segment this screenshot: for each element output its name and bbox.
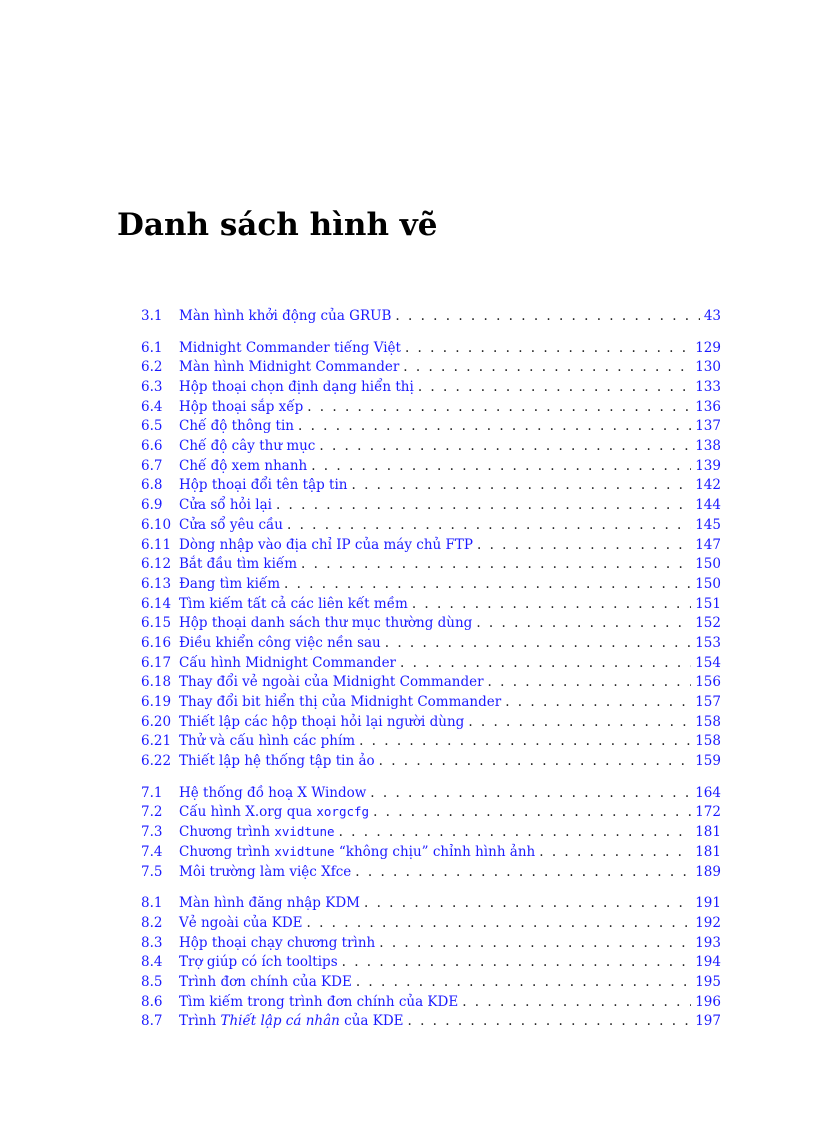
figure-number: 6.10 — [141, 516, 172, 533]
figure-caption — [179, 516, 283, 536]
toc-entry-link[interactable] — [141, 437, 721, 457]
page-number: 43 — [703, 307, 721, 324]
toc-entry-link[interactable] — [141, 693, 721, 713]
caption-part: Cấu hình X.org qua — [179, 804, 317, 821]
figure-caption — [179, 842, 535, 863]
figure-caption — [179, 953, 338, 973]
figure-caption — [179, 654, 396, 674]
caption-part: Cấu hình Midnight Commander — [179, 654, 397, 671]
figure-caption — [179, 417, 294, 437]
caption-part: Chế độ thông tin — [179, 418, 294, 435]
caption-part: Bắt đầu tìm kiếm — [179, 556, 298, 573]
dot-leader — [298, 417, 691, 437]
caption-part: Đang tìm kiếm — [179, 575, 281, 592]
toc-entry-link[interactable] — [141, 516, 721, 536]
figure-number: 8.5 — [141, 973, 163, 990]
dot-leader — [379, 752, 692, 772]
figure-caption — [179, 476, 348, 496]
caption-part: Chương trình — [179, 843, 275, 860]
toc-entry-link[interactable] — [141, 634, 721, 654]
figure-caption — [179, 863, 351, 883]
page-number: 158 — [695, 713, 721, 730]
page-title: Danh sách hình vẽ — [117, 207, 438, 243]
figure-number: 6.20 — [141, 713, 172, 730]
figure-number: 3.1 — [141, 307, 163, 324]
figure-number: 8.3 — [141, 934, 163, 951]
figure-caption — [179, 614, 472, 634]
figure-caption — [179, 894, 360, 914]
toc-entry-link[interactable] — [141, 843, 721, 863]
figure-caption — [179, 575, 280, 595]
caption-part: Vẻ ngoài của KDE — [179, 914, 303, 931]
dot-leader — [477, 536, 691, 556]
page-number: 154 — [695, 654, 721, 671]
figure-number: 6.4 — [141, 398, 163, 415]
figure-number: 6.5 — [141, 418, 163, 435]
page-number: 130 — [695, 359, 721, 376]
figure-caption — [179, 358, 399, 378]
caption-part: Dòng nhập vào địa chỉ IP của máy chủ FTP — [179, 536, 473, 553]
page-number: 152 — [695, 615, 721, 632]
figure-caption — [179, 732, 355, 752]
toc-entry-link[interactable] — [141, 378, 721, 398]
caption-part: Thiết lập cá nhân — [220, 1013, 340, 1030]
toc-entry-link[interactable] — [141, 953, 721, 973]
dot-leader — [356, 973, 691, 993]
toc-entry-link[interactable] — [141, 654, 721, 674]
page-number: 145 — [695, 516, 721, 533]
figure-caption — [179, 536, 473, 556]
figure-number: 6.9 — [141, 497, 163, 514]
figure-caption — [179, 1012, 404, 1032]
toc-entry-link[interactable] — [141, 555, 721, 575]
list-of-figures — [141, 307, 721, 1044]
page-number: 159 — [695, 753, 721, 770]
toc-entry-link[interactable] — [141, 823, 721, 843]
page-number: 147 — [695, 536, 721, 553]
caption-part: Màn hình đăng nhập KDM — [179, 895, 360, 912]
toc-entry-link[interactable] — [141, 575, 721, 595]
page-number: 137 — [695, 418, 721, 435]
dot-leader — [539, 843, 691, 863]
caption-part: của KDE — [339, 1013, 404, 1030]
figure-number: 6.6 — [141, 438, 163, 455]
page-number: 181 — [695, 824, 721, 841]
figure-caption — [179, 437, 315, 457]
caption-part: Màn hình Midnight Commander — [179, 359, 400, 376]
toc-entry-link[interactable] — [141, 595, 721, 615]
figure-caption — [179, 398, 303, 418]
caption-part: Thiết lập các hộp thoại hỏi lại người dùng — [179, 713, 465, 730]
dot-leader — [276, 496, 691, 516]
dot-leader — [370, 784, 691, 804]
caption-part: “không chịu” chỉnh hình ảnh — [334, 843, 536, 860]
caption-part: Thiết lập hệ thống tập tin ảo — [179, 753, 375, 770]
figure-number: 6.19 — [141, 694, 172, 711]
figure-caption — [179, 784, 366, 804]
figure-number: 6.16 — [141, 634, 172, 651]
page-number: 191 — [695, 895, 721, 912]
figure-number: 8.6 — [141, 993, 163, 1010]
page-number: 157 — [695, 694, 721, 711]
figure-number: 6.14 — [141, 595, 172, 612]
page-number: 181 — [695, 843, 721, 860]
figure-caption — [179, 307, 391, 327]
figure-caption — [179, 693, 501, 713]
page-number: 153 — [695, 634, 721, 651]
page-number: 158 — [695, 733, 721, 750]
figure-number: 6.2 — [141, 359, 163, 376]
caption-part: xvidtune — [274, 843, 335, 859]
dot-leader — [418, 378, 691, 398]
toc-entry-link[interactable] — [141, 804, 721, 824]
page-number: 129 — [695, 339, 721, 356]
figure-caption — [179, 934, 375, 954]
figure-caption — [179, 339, 401, 359]
figure-number: 6.13 — [141, 575, 172, 592]
toc-entry-link[interactable] — [141, 398, 721, 418]
page-number: 197 — [695, 1013, 721, 1030]
toc-entry-link[interactable] — [141, 894, 721, 914]
caption-part: Tìm kiếm tất cả các liên kết mềm — [179, 595, 408, 612]
dot-leader — [287, 516, 691, 536]
caption-part: Màn hình khởi động của GRUB — [179, 307, 392, 324]
figure-caption — [179, 555, 297, 575]
page-number: 139 — [695, 457, 721, 474]
toc-group — [141, 784, 721, 882]
figure-number: 6.21 — [141, 733, 172, 750]
page-number: 195 — [695, 973, 721, 990]
dot-leader — [311, 457, 691, 477]
dot-leader — [339, 823, 692, 843]
caption-part: Hệ thống đồ hoạ X Window — [179, 784, 367, 801]
figure-number: 6.18 — [141, 674, 172, 691]
toc-entry-link[interactable] — [141, 673, 721, 693]
figure-caption — [179, 802, 369, 823]
figure-caption — [179, 634, 381, 654]
dot-leader — [307, 398, 691, 418]
page-number: 189 — [695, 863, 721, 880]
toc-entry-link[interactable] — [141, 993, 721, 1013]
figure-caption — [179, 595, 408, 615]
toc-entry-link[interactable] — [141, 477, 721, 497]
dot-leader — [400, 654, 691, 674]
caption-part: Thay đổi bit hiển thị của Midnight Commander — [179, 694, 502, 711]
figure-number: 8.7 — [141, 1013, 163, 1030]
toc-entry-link[interactable] — [141, 973, 721, 993]
page-number: 150 — [695, 556, 721, 573]
figure-caption — [179, 752, 375, 772]
caption-part: Hộp thoại chạy chương trình — [179, 934, 376, 951]
page-number: 136 — [695, 398, 721, 415]
toc-entry-link[interactable] — [141, 417, 721, 437]
toc-entry-link[interactable] — [141, 914, 721, 934]
page-number: 172 — [695, 804, 721, 821]
figure-caption — [179, 378, 414, 398]
dot-leader — [488, 673, 692, 693]
dot-leader — [379, 934, 691, 954]
caption-part: Thử và cấu hình các phím — [179, 733, 356, 750]
caption-part: Chế độ xem nhanh — [179, 457, 308, 474]
page-number: 192 — [695, 914, 721, 931]
caption-part: Chế độ cây thư mục — [179, 438, 316, 455]
toc-entry-link[interactable] — [141, 536, 721, 556]
figure-number: 6.22 — [141, 753, 172, 770]
dot-leader — [462, 993, 691, 1013]
figure-caption — [179, 993, 458, 1013]
toc-group — [141, 307, 721, 327]
toc-group — [141, 339, 721, 772]
page-number: 133 — [695, 379, 721, 396]
page-number: 193 — [695, 934, 721, 951]
figure-number: 6.1 — [141, 339, 163, 356]
caption-part: Trình đơn chính của KDE — [179, 973, 352, 990]
dot-leader — [355, 863, 691, 883]
figure-number: 6.15 — [141, 615, 172, 632]
caption-part: Midnight Commander tiếng Việt — [179, 339, 401, 356]
page-number: 144 — [695, 497, 721, 514]
figure-caption — [179, 496, 272, 516]
dot-leader — [505, 693, 691, 713]
dot-leader — [359, 732, 691, 752]
figure-number: 7.5 — [141, 863, 163, 880]
toc-entry-link[interactable] — [141, 934, 721, 954]
dot-leader — [395, 307, 699, 327]
toc-entry-link[interactable] — [141, 784, 721, 804]
dot-leader — [319, 437, 691, 457]
figure-caption — [179, 457, 307, 477]
dot-leader — [364, 894, 691, 914]
caption-part: Cửa sổ yêu cầu — [179, 516, 283, 533]
dot-leader — [284, 575, 691, 595]
figure-caption — [179, 822, 335, 843]
figure-number: 6.3 — [141, 379, 163, 396]
dot-leader — [405, 339, 691, 359]
figure-number: 8.4 — [141, 954, 163, 971]
toc-entry-link[interactable] — [141, 713, 721, 733]
caption-part: Hộp thoại đổi tên tập tin — [179, 477, 348, 494]
figure-number: 8.2 — [141, 914, 163, 931]
page-number: 142 — [695, 477, 721, 494]
figure-number: 8.1 — [141, 895, 163, 912]
dot-leader — [307, 914, 692, 934]
page-number: 151 — [695, 595, 721, 612]
dot-leader — [468, 713, 691, 733]
caption-part: Môi trường làm việc Xfce — [179, 863, 352, 880]
dot-leader — [342, 953, 692, 973]
figure-number: 6.11 — [141, 536, 172, 553]
figure-number: 7.2 — [141, 804, 163, 821]
caption-part: Thay đổi vẻ ngoài của Midnight Commander — [179, 674, 484, 691]
dot-leader — [408, 1012, 692, 1032]
toc-entry-link[interactable] — [141, 358, 721, 378]
dot-leader — [403, 358, 691, 378]
figure-number: 6.17 — [141, 654, 172, 671]
dot-leader — [476, 614, 691, 634]
figure-number: 7.4 — [141, 843, 163, 860]
page-number: 156 — [695, 674, 721, 691]
caption-part: Chương trình — [179, 824, 275, 841]
figure-number: 6.8 — [141, 477, 163, 494]
toc-entry-link[interactable] — [141, 339, 721, 359]
figure-caption — [179, 673, 484, 693]
dot-leader — [301, 555, 691, 575]
page-number: 194 — [695, 954, 721, 971]
figure-caption — [179, 914, 303, 934]
figure-number: 6.12 — [141, 556, 172, 573]
figure-caption — [179, 713, 464, 733]
toc-group — [141, 894, 721, 1032]
caption-part: Cửa sổ hỏi lại — [179, 497, 272, 514]
figure-number: 7.3 — [141, 824, 163, 841]
page-number: 164 — [695, 784, 721, 801]
caption-part: Hộp thoại danh sách thư mục thường dùng — [179, 615, 473, 632]
caption-part: xorgcfg — [316, 804, 370, 820]
dot-leader — [412, 595, 691, 615]
toc-entry-link[interactable] — [141, 732, 721, 752]
caption-part: Điều khiển công việc nền sau — [179, 634, 381, 651]
dot-leader — [352, 476, 692, 496]
toc-entry-link[interactable] — [141, 614, 721, 634]
caption-part: Hộp thoại chọn định dạng hiển thị — [179, 379, 414, 396]
toc-entry-link[interactable] — [141, 1012, 721, 1032]
toc-entry-link[interactable] — [141, 307, 721, 327]
toc-entry-link[interactable] — [141, 496, 721, 516]
dot-leader — [373, 803, 691, 823]
caption-part: Trình — [179, 1013, 221, 1030]
caption-part: Tìm kiếm trong trình đơn chính của KDE — [179, 993, 459, 1010]
figure-number: 6.7 — [141, 457, 163, 474]
toc-entry-link[interactable] — [141, 457, 721, 477]
figure-caption — [179, 973, 352, 993]
caption-part: xvidtune — [274, 824, 335, 840]
figure-number: 7.1 — [141, 784, 163, 801]
page-number: 150 — [695, 575, 721, 592]
caption-part: Hộp thoại sắp xếp — [179, 398, 304, 415]
caption-part: Trợ giúp có ích tooltips — [179, 954, 338, 971]
page-number: 138 — [695, 438, 721, 455]
dot-leader — [385, 634, 691, 654]
page-number: 196 — [695, 993, 721, 1010]
toc-entry-link[interactable] — [141, 752, 721, 772]
toc-entry-link[interactable] — [141, 863, 721, 883]
